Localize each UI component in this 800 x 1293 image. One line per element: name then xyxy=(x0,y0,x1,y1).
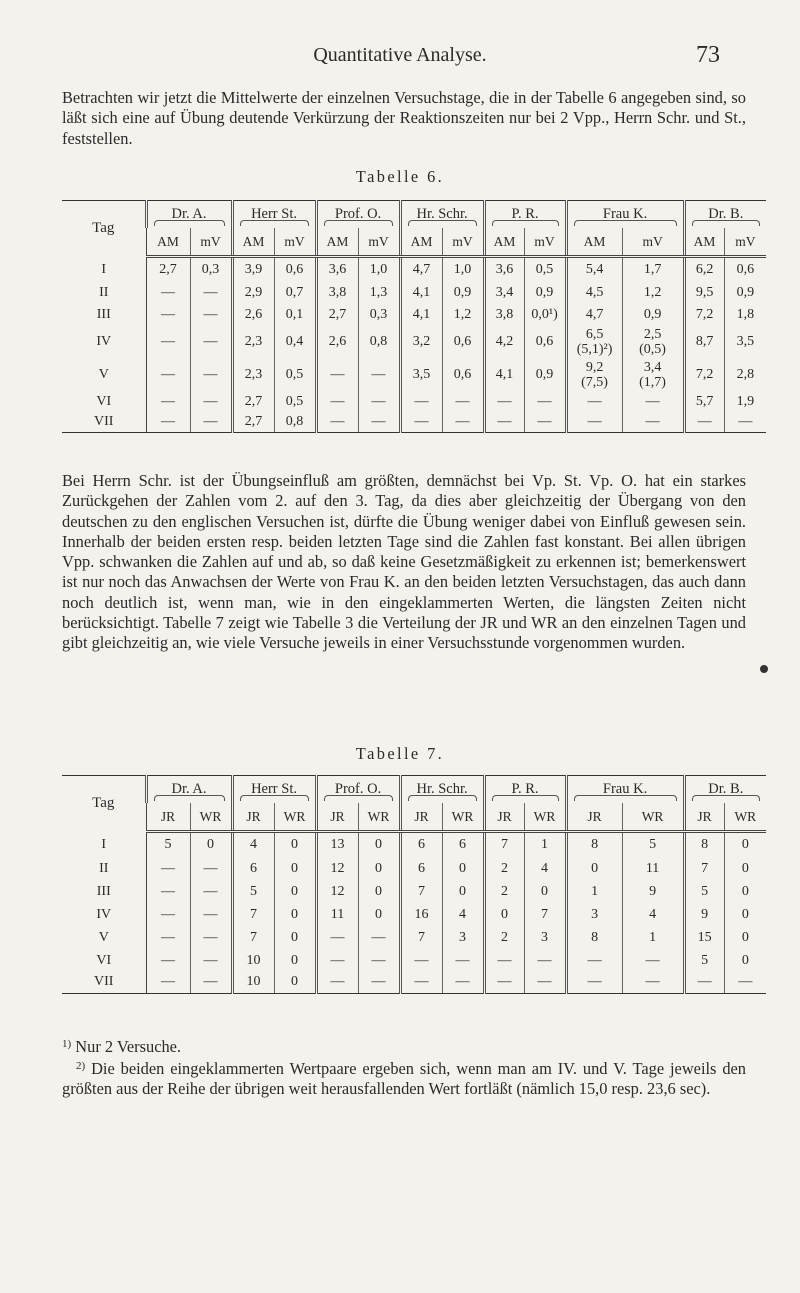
table-cell: 0 xyxy=(358,881,400,904)
sub-header: mV xyxy=(358,228,400,257)
table-cell: 7 xyxy=(524,904,566,927)
table-cell: 5 xyxy=(684,950,724,972)
table-cell: 7 xyxy=(400,927,442,950)
table-cell: 15 xyxy=(684,927,724,950)
table-cell: — xyxy=(566,412,622,433)
table-cell: — xyxy=(146,881,190,904)
table-cell: — xyxy=(400,950,442,972)
table-cell: — xyxy=(400,392,442,412)
table-cell: 0,9 xyxy=(622,304,684,326)
table-cell: 8,7 xyxy=(684,326,724,359)
table-cell: — xyxy=(146,927,190,950)
table-cell: — xyxy=(316,392,358,412)
table-cell xyxy=(622,359,684,392)
table-cell: — xyxy=(524,412,566,433)
table-cell: 3,6 xyxy=(316,257,358,283)
table-cell: 0,9 xyxy=(442,283,484,304)
table-cell: — xyxy=(358,359,400,392)
day-label: II xyxy=(62,283,146,304)
table-cell: 0,5 xyxy=(274,392,316,412)
table-cell: 1 xyxy=(524,832,566,858)
row-header: Tag xyxy=(62,776,146,832)
table-cell: 0,8 xyxy=(358,326,400,359)
table-cell: 0 xyxy=(724,858,766,881)
table-cell: 0,4 xyxy=(274,326,316,359)
table-cell: 4 xyxy=(442,904,484,927)
intro-paragraph: Betrachten wir jetzt die Mittelwerte der einzelnen Versuchstage, die in der Tabelle 6 angegeben sind, so läßt sich eine auf Übung deutende Verkürzung der Reaktionszeiten nur bei 2 Vpp., Herrn Schr. und St., feststellen. xyxy=(62,88,746,148)
table6-caption: Tabelle 6. xyxy=(355,167,445,186)
table-cell: 0,8 xyxy=(274,412,316,433)
table-cell: — xyxy=(316,950,358,972)
table-cell: 0 xyxy=(274,927,316,950)
person-header: Frau K. xyxy=(566,776,684,804)
day-label: II xyxy=(62,858,146,881)
table-cell: — xyxy=(146,904,190,927)
day-label: I xyxy=(62,257,146,283)
sub-header: mV xyxy=(190,228,232,257)
sub-header: JR xyxy=(400,803,442,832)
table-cell: — xyxy=(190,359,232,392)
table-row xyxy=(62,257,766,283)
table-cell: 5,7 xyxy=(684,392,724,412)
day-label: I xyxy=(62,832,146,858)
cell-value: 2,5 xyxy=(643,327,662,342)
table-cell: — xyxy=(358,392,400,412)
table-cell: 0,0¹) xyxy=(524,304,566,326)
table-cell: — xyxy=(358,950,400,972)
table-row xyxy=(62,832,766,858)
footnote-mark: 1) xyxy=(62,1038,72,1050)
table-cell: 1,0 xyxy=(442,257,484,283)
table-cell: — xyxy=(190,392,232,412)
table-cell: — xyxy=(146,283,190,304)
table-cell: — xyxy=(622,392,684,412)
sub-header: mV xyxy=(622,228,684,257)
table-cell: 3,9 xyxy=(232,257,274,283)
cell-value: 9,2 xyxy=(585,360,604,375)
table-cell: 8 xyxy=(566,927,622,950)
person-header: Frau K. xyxy=(566,201,684,229)
table-cell: 2,6 xyxy=(232,304,274,326)
table-cell: 0,6 xyxy=(442,359,484,392)
table-cell: — xyxy=(442,972,484,994)
footnote-text: Die beiden eingeklammerten Wertpaare ergeben sich, wenn man am IV. und V. Tage jeweils den größten aus der Reihe der übrigen weit herausfallenden Wert fortläßt (nämlich 15,0 resp. 23,6 sec). xyxy=(62,1059,746,1099)
table-cell: — xyxy=(190,927,232,950)
table-cell: — xyxy=(146,950,190,972)
person-header: Hr. Schr. xyxy=(400,776,484,804)
table-cell: 2,7 xyxy=(146,257,190,283)
table-cell: 4,1 xyxy=(400,283,442,304)
day-label: VI xyxy=(62,950,146,972)
table-cell: 4,2 xyxy=(484,326,524,359)
table-cell: 2 xyxy=(484,881,524,904)
table-cell: 0,5 xyxy=(524,257,566,283)
table-cell: 1,7 xyxy=(622,257,684,283)
sub-header: WR xyxy=(622,803,684,832)
table-row xyxy=(62,972,766,994)
table-cell: 3,4 xyxy=(484,283,524,304)
footnote-text: Nur 2 Versuche. xyxy=(75,1037,182,1056)
table-cell: 9 xyxy=(622,881,684,904)
table-cell: 0,9 xyxy=(524,283,566,304)
sub-header: AM xyxy=(400,228,442,257)
table-cell: — xyxy=(316,359,358,392)
table-cell: — xyxy=(400,972,442,994)
day-label: III xyxy=(62,304,146,326)
cell-bracketed-value: (1,7) xyxy=(639,375,666,390)
table-cell: 4,1 xyxy=(484,359,524,392)
margin-dot xyxy=(760,665,768,673)
table-cell: — xyxy=(190,304,232,326)
table-cell: 7 xyxy=(232,904,274,927)
table-cell: — xyxy=(622,950,684,972)
table-cell: 1 xyxy=(566,881,622,904)
table-cell: 9 xyxy=(684,904,724,927)
table-cell: 3,5 xyxy=(724,326,766,359)
running-header xyxy=(0,42,800,82)
table-cell: 11 xyxy=(622,858,684,881)
cell-bracketed-value: (7,5) xyxy=(581,375,608,390)
cell-bracketed-value: (0,5) xyxy=(639,342,666,357)
table-cell: 4,5 xyxy=(566,283,622,304)
table-cell: — xyxy=(146,304,190,326)
table-row xyxy=(62,881,766,904)
table-cell: 4 xyxy=(524,858,566,881)
table-cell: 0 xyxy=(358,858,400,881)
table-cell: 0,7 xyxy=(274,283,316,304)
table-cell: 6 xyxy=(400,858,442,881)
table-cell: — xyxy=(146,972,190,994)
row-header: Tag xyxy=(62,201,146,257)
table-cell: 0,1 xyxy=(274,304,316,326)
table-cell: 0 xyxy=(442,881,484,904)
table-cell: 12 xyxy=(316,881,358,904)
table-cell: 0 xyxy=(442,858,484,881)
sub-header: mV xyxy=(724,228,766,257)
table-cell: 2,3 xyxy=(232,326,274,359)
table-cell: 1,2 xyxy=(622,283,684,304)
table-cell: — xyxy=(316,412,358,433)
table-cell xyxy=(622,326,684,359)
table-cell xyxy=(566,359,622,392)
table-cell: 6,2 xyxy=(684,257,724,283)
table-cell: 1,3 xyxy=(358,283,400,304)
table-cell: 0 xyxy=(724,904,766,927)
sub-header: AM xyxy=(146,228,190,257)
table-cell: — xyxy=(316,927,358,950)
table-cell: — xyxy=(146,326,190,359)
table-row xyxy=(62,904,766,927)
sub-header: AM xyxy=(566,228,622,257)
table-cell: 5,4 xyxy=(566,257,622,283)
table-cell: 2,9 xyxy=(232,283,274,304)
table-cell: 8 xyxy=(566,832,622,858)
table-cell: 6 xyxy=(400,832,442,858)
table-cell: — xyxy=(524,392,566,412)
table-7 xyxy=(62,775,766,994)
table-cell: 0 xyxy=(274,950,316,972)
table-cell: — xyxy=(358,972,400,994)
table-cell: — xyxy=(484,412,524,433)
table-cell: 5 xyxy=(684,881,724,904)
day-label: V xyxy=(62,359,146,392)
table-cell: 0 xyxy=(274,972,316,994)
table-cell: 0,3 xyxy=(190,257,232,283)
page-number: 73 xyxy=(696,42,720,68)
table-cell: 1,2 xyxy=(442,304,484,326)
table-cell: — xyxy=(146,858,190,881)
table-row xyxy=(62,950,766,972)
table-6 xyxy=(62,200,766,433)
person-header: Prof. O. xyxy=(316,776,400,804)
table-cell: — xyxy=(566,392,622,412)
sub-header: WR xyxy=(442,803,484,832)
table-cell: 0 xyxy=(484,904,524,927)
table-cell: 3,8 xyxy=(316,283,358,304)
table-cell: 2,6 xyxy=(316,326,358,359)
table-cell: 0,6 xyxy=(442,326,484,359)
person-header: Dr. B. xyxy=(684,201,766,229)
table-cell: 1,9 xyxy=(724,392,766,412)
table-cell: 10 xyxy=(232,950,274,972)
table-cell: 0 xyxy=(566,858,622,881)
table-cell: — xyxy=(684,412,724,433)
table-cell: 1,0 xyxy=(358,257,400,283)
table-cell: — xyxy=(190,881,232,904)
table-cell: 3,8 xyxy=(484,304,524,326)
sub-header: mV xyxy=(274,228,316,257)
table-row xyxy=(62,326,766,359)
table-cell: 7 xyxy=(232,927,274,950)
table-cell: 3,2 xyxy=(400,326,442,359)
table-cell: 4 xyxy=(622,904,684,927)
day-label: IV xyxy=(62,904,146,927)
footnote-1 xyxy=(62,1034,746,1057)
table-cell: 0 xyxy=(274,832,316,858)
discussion-paragraph: Bei Herrn Schr. ist der Übungseinfluß am größten, demnächst bei Vp. St. Vp. O. hat ein starkes Zurückgehen der Zahlen vom 2. auf den 3. Tag, da dies aber gleichzeitig der Übergang von den deutschen zu den englischen Versuchen ist, dürfte die Übung weniger dabei von Einfluß gewesen sein. Innerhalb der beiden ersten resp. beiden letzten Tage sind die Zahlen fast konstant. Bei allen übrigen Vpp. schwanken die Zahlen auf und ab, so daß keine Gesetzmäßigkeit zu erkennen ist; bemerkenswert ist nur noch das Anwachsen der Werte von Frau K. an den beiden letzten Versuchstagen, das auch dann noch deutlich ist, wenn man, wie in den eingeklammerten Werten, die längsten Zeiten nicht berücksichtigt. Tabelle 7 zeigt wie Tabelle 3 die Verteilung der JR und WR an den einzelnen Tagen und gibt gleichzeitig an, wie viele Versuche jeweils in einer Versuchsstunde vorgenommen wurden. xyxy=(62,471,746,653)
sub-header: JR xyxy=(232,803,274,832)
table-cell: 0 xyxy=(358,904,400,927)
person-header: Herr St. xyxy=(232,776,316,804)
table-cell: 8 xyxy=(684,832,724,858)
table-cell: 0 xyxy=(724,832,766,858)
day-label: VII xyxy=(62,412,146,433)
table-cell: 4,7 xyxy=(566,304,622,326)
table-cell: — xyxy=(684,972,724,994)
table-cell: 0,6 xyxy=(524,326,566,359)
table-cell: 3 xyxy=(524,927,566,950)
table-cell: 2 xyxy=(484,927,524,950)
table-cell: 0 xyxy=(358,832,400,858)
table-cell: — xyxy=(566,972,622,994)
table-row xyxy=(62,412,766,433)
table-cell: — xyxy=(190,972,232,994)
table-cell: 7 xyxy=(484,832,524,858)
table-cell: 1 xyxy=(622,927,684,950)
table-cell: 4,7 xyxy=(400,257,442,283)
sub-header: JR xyxy=(684,803,724,832)
table-cell: — xyxy=(400,412,442,433)
sub-header: WR xyxy=(358,803,400,832)
table-cell: — xyxy=(524,950,566,972)
footnote-mark: 2) xyxy=(76,1060,86,1072)
footnote-2 xyxy=(62,1056,746,1100)
sub-header: AM xyxy=(232,228,274,257)
table-cell: 0,6 xyxy=(724,257,766,283)
table-cell: — xyxy=(146,412,190,433)
table-cell: 4,1 xyxy=(400,304,442,326)
table-row xyxy=(62,927,766,950)
table-cell: — xyxy=(190,904,232,927)
table-cell: 5 xyxy=(622,832,684,858)
person-header: Dr. A. xyxy=(146,201,232,229)
table-cell: 2,8 xyxy=(724,359,766,392)
table-cell: 0,9 xyxy=(724,283,766,304)
sub-header: JR xyxy=(566,803,622,832)
table-cell: 0,3 xyxy=(358,304,400,326)
table-cell: 16 xyxy=(400,904,442,927)
table-cell: 3,6 xyxy=(484,257,524,283)
table-cell: 2,3 xyxy=(232,359,274,392)
table-cell: — xyxy=(358,412,400,433)
table-cell: 3,5 xyxy=(400,359,442,392)
sub-header: mV xyxy=(442,228,484,257)
table-cell: 5 xyxy=(232,881,274,904)
table-cell xyxy=(566,326,622,359)
person-header: Hr. Schr. xyxy=(400,201,484,229)
table-cell: 0,6 xyxy=(274,257,316,283)
cell-value: 3,4 xyxy=(643,360,662,375)
table-cell: 0 xyxy=(524,881,566,904)
table-cell: — xyxy=(190,412,232,433)
table-cell: 7,2 xyxy=(684,359,724,392)
sub-header: mV xyxy=(524,228,566,257)
table-cell: — xyxy=(190,283,232,304)
table-cell: 2,7 xyxy=(316,304,358,326)
sub-header: AM xyxy=(484,228,524,257)
table-cell: 7 xyxy=(684,858,724,881)
table-cell: 0 xyxy=(724,881,766,904)
cell-value: 6,5 xyxy=(585,327,604,342)
table-cell: 0 xyxy=(190,832,232,858)
person-header: P. R. xyxy=(484,776,566,804)
table-row xyxy=(62,304,766,326)
table-cell: — xyxy=(146,359,190,392)
running-title: Quantitative Analyse. xyxy=(313,44,487,66)
table-cell: 3 xyxy=(566,904,622,927)
table-cell: — xyxy=(358,927,400,950)
table-cell: — xyxy=(566,950,622,972)
table-row xyxy=(62,392,766,412)
table-cell: — xyxy=(484,972,524,994)
table-cell: — xyxy=(524,972,566,994)
person-header: Dr. B. xyxy=(684,776,766,804)
table-cell: 12 xyxy=(316,858,358,881)
table-cell: — xyxy=(442,950,484,972)
table-cell: 7,2 xyxy=(684,304,724,326)
table-cell: 0 xyxy=(274,881,316,904)
table-cell: 3 xyxy=(442,927,484,950)
table-cell: — xyxy=(146,392,190,412)
table-cell: 0 xyxy=(274,904,316,927)
sub-header: AM xyxy=(316,228,358,257)
table-cell: 2,7 xyxy=(232,412,274,433)
table-cell: — xyxy=(190,326,232,359)
sub-header: JR xyxy=(484,803,524,832)
table-cell: 11 xyxy=(316,904,358,927)
day-label: III xyxy=(62,881,146,904)
day-label: IV xyxy=(62,326,146,359)
table-cell: — xyxy=(724,972,766,994)
day-label: V xyxy=(62,927,146,950)
sub-header: WR xyxy=(274,803,316,832)
table-cell: 6 xyxy=(232,858,274,881)
sub-header: WR xyxy=(524,803,566,832)
table-cell: 0 xyxy=(724,950,766,972)
table-cell: 0,5 xyxy=(274,359,316,392)
table-cell: — xyxy=(190,950,232,972)
table-row xyxy=(62,359,766,392)
table-cell: — xyxy=(484,950,524,972)
sub-header: JR xyxy=(316,803,358,832)
table-cell: — xyxy=(622,972,684,994)
table-cell: — xyxy=(724,412,766,433)
person-header: Dr. A. xyxy=(146,776,232,804)
table-cell: 0,9 xyxy=(524,359,566,392)
sub-header: WR xyxy=(724,803,766,832)
table7-caption: Tabelle 7. xyxy=(355,744,445,763)
person-header: P. R. xyxy=(484,201,566,229)
table-cell: — xyxy=(316,972,358,994)
sub-header: WR xyxy=(190,803,232,832)
table-cell: 7 xyxy=(400,881,442,904)
person-header: Prof. O. xyxy=(316,201,400,229)
table-cell: 0 xyxy=(274,858,316,881)
sub-header: JR xyxy=(146,803,190,832)
table-cell: 5 xyxy=(146,832,190,858)
cell-bracketed-value: (5,1)²) xyxy=(576,342,613,357)
table-row xyxy=(62,283,766,304)
table-cell: 1,8 xyxy=(724,304,766,326)
person-header: Herr St. xyxy=(232,201,316,229)
table-cell: 9,5 xyxy=(684,283,724,304)
table-cell: — xyxy=(442,392,484,412)
table-cell: 13 xyxy=(316,832,358,858)
table-cell: — xyxy=(622,412,684,433)
table-cell: 4 xyxy=(232,832,274,858)
table-cell: 2 xyxy=(484,858,524,881)
day-label: VI xyxy=(62,392,146,412)
table-cell: — xyxy=(484,392,524,412)
day-label: VII xyxy=(62,972,146,994)
table-cell: — xyxy=(190,858,232,881)
table-cell: — xyxy=(442,412,484,433)
table-cell: 6 xyxy=(442,832,484,858)
sub-header: AM xyxy=(684,228,724,257)
table-cell: 0 xyxy=(724,927,766,950)
table-cell: 10 xyxy=(232,972,274,994)
table-cell: 2,7 xyxy=(232,392,274,412)
table-row xyxy=(62,858,766,881)
